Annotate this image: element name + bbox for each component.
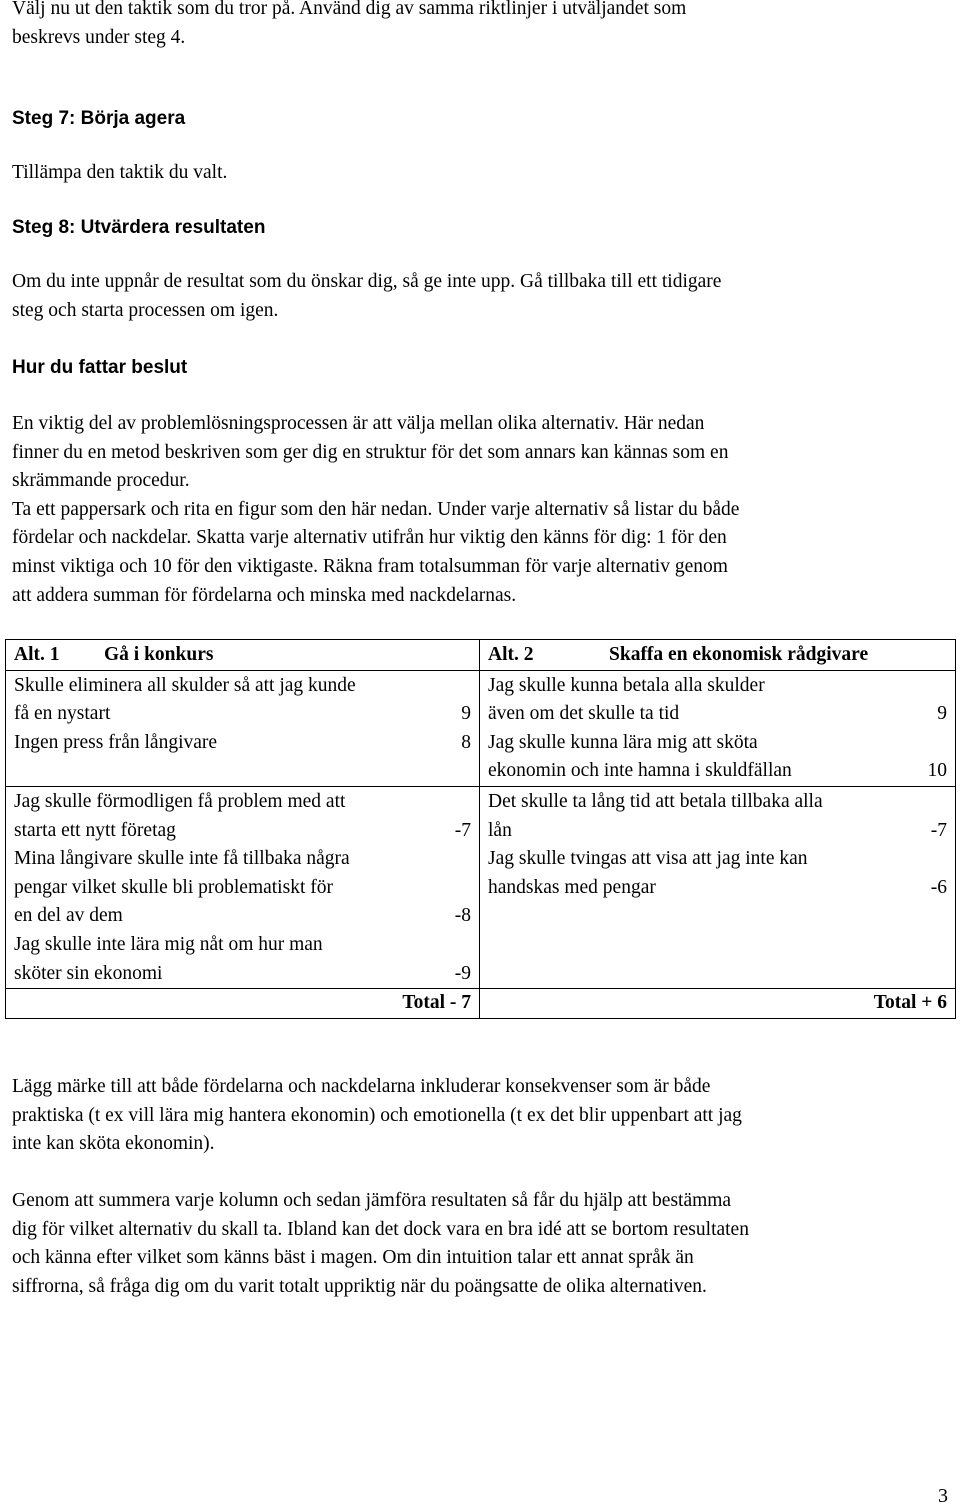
item-score: 10 <box>927 760 947 782</box>
item-line: starta ett nytt företag <box>14 819 176 841</box>
alt2-header <box>480 640 956 671</box>
decision-heading: Hur du fattar beslut <box>12 357 188 378</box>
item-line: pengar vilket skulle bli problematiskt för <box>14 876 333 898</box>
decision-line: minst viktiga och 10 för den viktigaste. Räkna fram totalsumman för varje alternativ genom <box>12 555 728 577</box>
item-score: -7 <box>454 819 471 841</box>
item-line: Jag skulle tvingas att visa att jag inte kan <box>488 848 808 870</box>
decision-line: fördelar och nackdelar. Skatta varje alternativ utifrån hur viktig den känns för dig: 1 för den <box>12 527 727 549</box>
item-line: Ingen press från långivare <box>14 731 218 753</box>
list-item <box>488 845 947 902</box>
list-item <box>14 845 471 931</box>
item-line: en del av dem <box>14 905 123 927</box>
decision-line: att addera summan för fördelarna och minska med nackdelarnas. <box>12 584 517 606</box>
list-item <box>488 672 947 729</box>
item-score: -7 <box>930 819 947 841</box>
outro-line: siffrorna, så fråga dig om du varit totalt uppriktig när du poängsatte de olika alternativen. <box>12 1275 707 1297</box>
item-line: Jag skulle kunna betala alla skulder <box>488 674 765 696</box>
alt2-label: Alt. 2 <box>488 644 534 665</box>
alt1-label: Alt. 1 <box>14 644 60 665</box>
step8-heading: Steg 8: Utvärdera resultaten <box>12 217 266 238</box>
item-score: -6 <box>930 876 947 898</box>
step8-line: Om du inte uppnår de resultat som du önskar dig, så ge inte upp. Gå tillbaka till ett tidigare <box>12 271 722 292</box>
alt2-cons <box>480 786 956 988</box>
item-line: Skulle eliminera all skulder så att jag kunde <box>14 674 356 696</box>
intro-paragraph <box>12 0 947 52</box>
cons-row <box>6 786 956 988</box>
decision-line: Ta ett pappersark och rita en figur som den här nedan. Under varje alternativ så listar du både <box>12 498 740 520</box>
intro-line: Välj nu ut den taktik som du tror på. Använd dig av samma riktlinjer i utväljandet som <box>12 0 687 19</box>
list-item <box>488 729 947 786</box>
list-item <box>14 672 471 729</box>
outro-line: praktiska (t ex vill lära mig hantera ekonomin) och emotionella (t ex det blir uppenbart att jag <box>12 1104 742 1126</box>
item-line: få en nystart <box>14 703 111 725</box>
table-header-row <box>6 640 956 671</box>
item-line: Mina långivare skulle inte få tillbaka några <box>14 848 350 870</box>
outro-line: Lägg märke till att både fördelarna och nackdelarna inkluderar konsekvenser som är både <box>12 1076 711 1097</box>
decision-line: En viktig del av problemlösningsprocessen är att välja mellan olika alternativ. Här nedan <box>12 413 705 434</box>
item-line: Jag skulle förmodligen få problem med att <box>14 790 346 812</box>
outro-paragraph-2 <box>12 1187 947 1301</box>
alt1-header <box>6 640 480 671</box>
list-item <box>14 788 471 845</box>
page-number: 3 <box>938 1485 948 1507</box>
step7-heading: Steg 7: Börja agera <box>12 108 186 129</box>
outro-paragraph-1 <box>12 1073 947 1159</box>
alt1-pros <box>6 670 480 786</box>
pros-row <box>6 670 956 786</box>
alt1-cons <box>6 786 480 988</box>
list-item <box>14 729 471 758</box>
list-item <box>488 788 947 845</box>
decision-table <box>5 639 956 1019</box>
item-score: 9 <box>937 703 947 725</box>
item-score: 9 <box>461 703 471 725</box>
outro-line: Genom att summera varje kolumn och sedan jämföra resultaten så får du hjälp att bestämma <box>12 1190 732 1211</box>
step8-paragraph <box>12 268 947 325</box>
intro-line: beskrevs under steg 4. <box>12 26 186 48</box>
total-row <box>6 989 956 1019</box>
alt2-pros <box>480 670 956 786</box>
item-line: Jag skulle kunna lära mig att sköta <box>488 731 758 753</box>
item-score: 8 <box>461 731 471 753</box>
item-score: -8 <box>454 905 471 927</box>
alt1-total: Total - 7 <box>6 989 480 1019</box>
alt2-total: Total + 6 <box>480 989 956 1019</box>
item-line: lån <box>488 819 512 841</box>
decision-line: finner du en metod beskriven som ger dig en struktur för det som annars kan kännas som en <box>12 441 729 463</box>
item-score: -9 <box>454 962 471 984</box>
alt2-title: Skaffa en ekonomisk rådgivare <box>609 644 869 665</box>
item-line: Jag skulle inte lära mig nåt om hur man <box>14 933 323 955</box>
item-line: handskas med pengar <box>488 876 656 898</box>
alt1-title: Gå i konkurs <box>104 644 214 665</box>
item-line: ekonomin och inte hamna i skuldfällan <box>488 760 792 782</box>
outro-line: dig för vilket alternativ du skall ta. Ibland kan det dock vara en bra idé att se bortom resultaten <box>12 1218 749 1240</box>
decision-line: skrämmande procedur. <box>12 470 190 492</box>
step7-text: Tillämpa den taktik du valt. <box>12 162 228 183</box>
step8-line: steg och starta processen om igen. <box>12 299 279 321</box>
item-line: även om det skulle ta tid <box>488 703 680 725</box>
outro-line: och känna efter vilket som känns bäst i magen. Om din intuition talar ett annat språk än <box>12 1247 694 1269</box>
decision-paragraph <box>12 410 947 610</box>
outro-line: inte kan sköta ekonomin). <box>12 1133 215 1155</box>
item-line: sköter sin ekonomi <box>14 962 163 984</box>
item-line: Det skulle ta lång tid att betala tillbaka alla <box>488 790 823 812</box>
list-item <box>14 931 471 988</box>
